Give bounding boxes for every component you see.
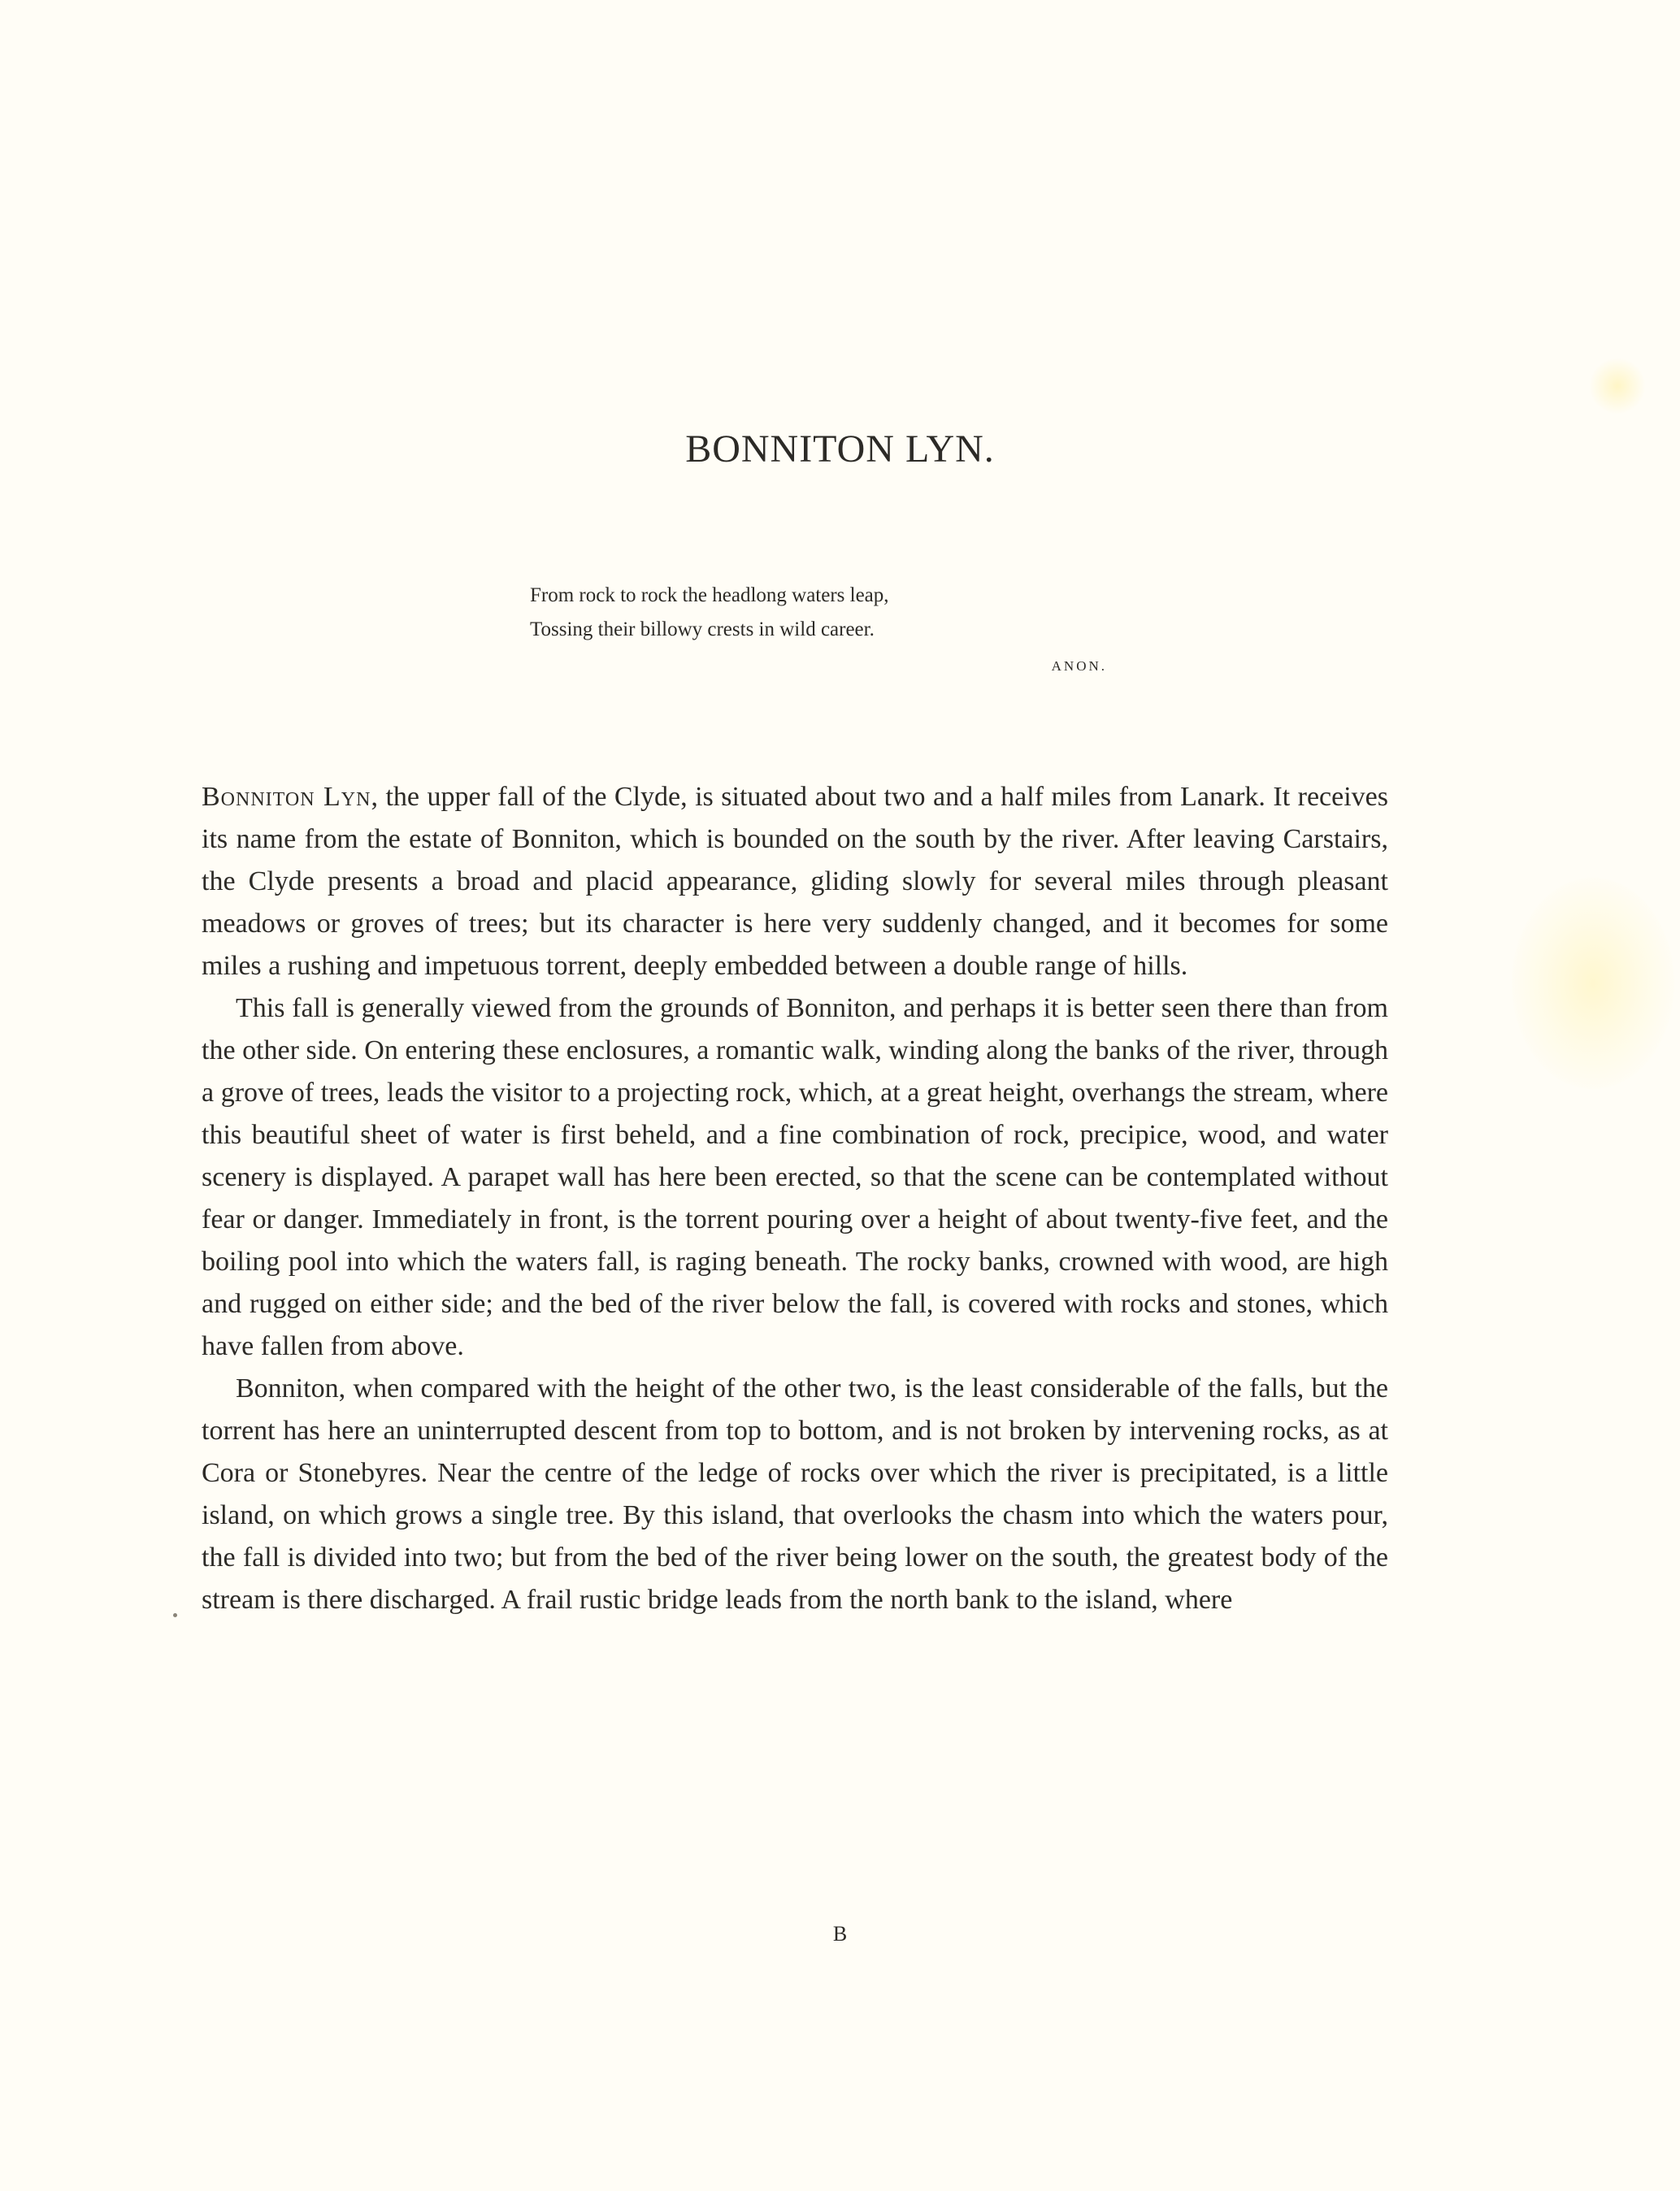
- signature-mark: B: [832, 1922, 848, 1946]
- epigraph-attribution: ANON.: [1051, 658, 1107, 674]
- epigraph-line: From rock to rock the headlong waters leap,: [530, 584, 889, 606]
- paragraph: [202, 776, 1388, 987]
- paragraph-text: This fall is generally viewed from the grounds of Bonniton, and perhaps it is better seen there than from the other side. On entering these enclosures, a romantic walk, winding along the banks of the river, through a grove of trees, leads the visitor to a projecting rock, which, at a great height, overhangs the stream, where this beautiful sheet of water is first beheld, and a fine combination of rock, precipice, wood, and water scenery is displayed. A parapet wall has here been erected, so that the scene can be contemplated without fear or danger. Immediately in front, is the torrent pouring over a height of about twenty-five feet, and the boiling pool into which the waters fall, is raging beneath. The rocky banks, crowned with wood, are high and rugged on either side; and the bed of the river below the fall, is covered with rocks and stones, which have fallen from above.: [202, 993, 1388, 1361]
- paragraph-text: , the upper fall of the Clyde, is situated about two and a half miles from Lanark. It receives its name from the estate of Bonniton, which is bounded on the south by the river. After leaving Carstairs, the Clyde presents a broad and placid appearance, gliding slowly for several miles through pleasant meadows or groves of trees; but its character is here very suddenly changed, and it becomes for some miles a rushing and impetuous torrent, deeply embedded between a double range of hills.: [202, 782, 1388, 981]
- margin-mark: [173, 1613, 177, 1617]
- paper-stain: [1512, 878, 1674, 1089]
- paragraph-text: Bonniton, when compared with the height of the other two, is the least considerable of the falls, but the torrent has here an uninterrupted descent from top to bottom, and is not broken by intervening rocks, as at Cora or Stonebyres. Near the centre of the ledge of rocks over which the river is precipitated, is a little island, on which grows a single tree. By this island, that overlooks the chasm into which the waters pour, the fall is divided into two; but from the bed of the river being lower on the south, the greatest body of the stream is there discharged. A frail rustic bridge leads from the north bank to the island, where: [202, 1373, 1388, 1615]
- paragraph: [202, 987, 1388, 1368]
- epigraph-line: Tossing their billowy crests in wild career.: [530, 618, 875, 640]
- paragraph: [202, 1368, 1388, 1621]
- paper-stain: [1589, 358, 1646, 414]
- epigraph: [530, 579, 1131, 675]
- body-text: [202, 776, 1388, 1621]
- paragraph-lead-words: Bonniton Lyn: [202, 782, 371, 812]
- chapter-title: BONNITON LYN.: [685, 427, 995, 471]
